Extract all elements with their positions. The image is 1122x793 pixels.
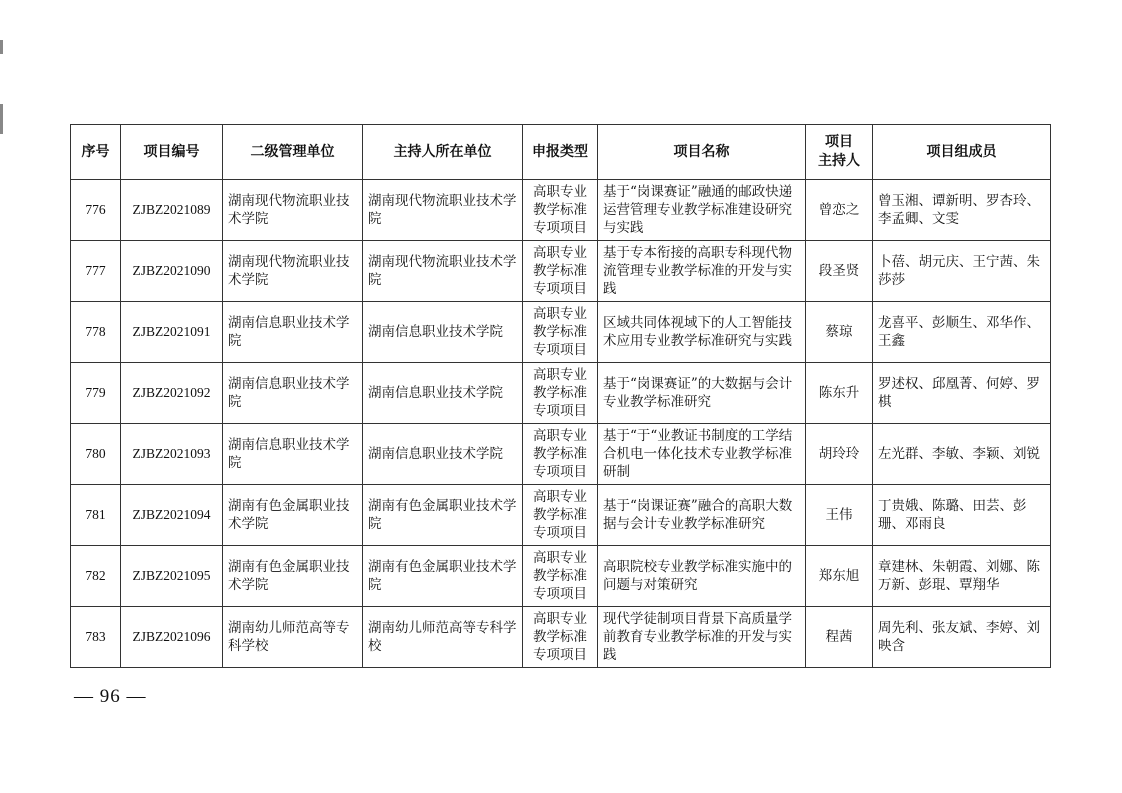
cell-application-type: 高职专业教学标准专项项目 [523,424,598,485]
cell-admin-unit: 湖南信息职业技术学院 [223,302,363,363]
cell-application-type: 高职专业教学标准专项项目 [523,607,598,668]
cell-index: 777 [71,241,121,302]
cell-project-host: 陈东升 [806,363,873,424]
cell-project-code: ZJBZ2021095 [121,546,223,607]
cell-admin-unit: 湖南信息职业技术学院 [223,424,363,485]
page-number: — 96 — [74,686,147,707]
header-admin-unit: 二级管理单位 [223,125,363,180]
cell-application-type: 高职专业教学标准专项项目 [523,241,598,302]
cell-host-unit: 湖南有色金属职业技术学院 [363,546,523,607]
cell-application-type: 高职专业教学标准专项项目 [523,180,598,241]
header-project-host: 项目 主持人 [806,125,873,180]
cell-project-host: 郑东旭 [806,546,873,607]
cell-project-host: 蔡琼 [806,302,873,363]
cell-members: 罗述权、邱凰菁、何婷、罗棋 [873,363,1051,424]
cell-project-name: 基于“岗课证赛”融合的高职大数据与会计专业教学标准研究 [598,485,806,546]
cell-application-type: 高职专业教学标准专项项目 [523,302,598,363]
cell-members: 周先利、张友斌、李婷、刘映含 [873,607,1051,668]
cell-index: 778 [71,302,121,363]
table-row [71,302,1051,363]
cell-project-code: ZJBZ2021096 [121,607,223,668]
cell-project-host: 程茜 [806,607,873,668]
cell-host-unit: 湖南幼儿师范高等专科学校 [363,607,523,668]
cell-admin-unit: 湖南有色金属职业技术学院 [223,485,363,546]
table-row [71,485,1051,546]
table-row [71,546,1051,607]
cell-host-unit: 湖南信息职业技术学院 [363,302,523,363]
cell-index: 783 [71,607,121,668]
cell-index: 780 [71,424,121,485]
cell-project-host: 曾恋之 [806,180,873,241]
cell-project-code: ZJBZ2021094 [121,485,223,546]
cell-admin-unit: 湖南现代物流职业技术学院 [223,241,363,302]
cell-admin-unit: 湖南有色金属职业技术学院 [223,546,363,607]
cell-project-name: 现代学徒制项目背景下高质量学前教育专业教学标准的开发与实践 [598,607,806,668]
cell-application-type: 高职专业教学标准专项项目 [523,485,598,546]
table-row [71,180,1051,241]
cell-application-type: 高职专业教学标准专项项目 [523,363,598,424]
cell-members: 丁贵娥、陈璐、田芸、彭珊、邓雨良 [873,485,1051,546]
cell-application-type: 高职专业教学标准专项项目 [523,546,598,607]
cell-project-name: 基于专本衔接的高职专科现代物流管理专业教学标准的开发与实践 [598,241,806,302]
cell-project-code: ZJBZ2021089 [121,180,223,241]
cell-project-code: ZJBZ2021092 [121,363,223,424]
header-project-name: 项目名称 [598,125,806,180]
cell-host-unit: 湖南现代物流职业技术学院 [363,241,523,302]
table-header-row [71,125,1051,180]
cell-admin-unit: 湖南幼儿师范高等专科学校 [223,607,363,668]
cell-host-unit: 湖南信息职业技术学院 [363,363,523,424]
cell-project-name: 基于“岗课赛证”的大数据与会计专业教学标准研究 [598,363,806,424]
cell-project-name: 基于“岗课赛证”融通的邮政快递运营管理专业教学标准建设研究与实践 [598,180,806,241]
cell-project-host: 王伟 [806,485,873,546]
binding-mark [0,40,3,54]
cell-index: 776 [71,180,121,241]
cell-host-unit: 湖南有色金属职业技术学院 [363,485,523,546]
cell-project-name: 高职院校专业教学标准实施中的问题与对策研究 [598,546,806,607]
cell-members: 左光群、李敏、李颖、刘锐 [873,424,1051,485]
table-row [71,607,1051,668]
table-row [71,424,1051,485]
cell-index: 779 [71,363,121,424]
cell-project-host: 胡玲玲 [806,424,873,485]
cell-admin-unit: 湖南信息职业技术学院 [223,363,363,424]
project-table [70,124,1051,668]
header-host-unit: 主持人所在单位 [363,125,523,180]
table-row [71,363,1051,424]
cell-members: 卜蓓、胡元庆、王宁茜、朱莎莎 [873,241,1051,302]
cell-project-name: 区域共同体视域下的人工智能技术应用专业教学标准研究与实践 [598,302,806,363]
cell-admin-unit: 湖南现代物流职业技术学院 [223,180,363,241]
cell-members: 章建林、朱朝霞、刘娜、陈万新、彭琨、覃翔华 [873,546,1051,607]
header-application-type: 申报类型 [523,125,598,180]
header-members: 项目组成员 [873,125,1051,180]
cell-index: 782 [71,546,121,607]
cell-members: 曾玉湘、谭新明、罗杏玲、李孟卿、文雯 [873,180,1051,241]
cell-host-unit: 湖南现代物流职业技术学院 [363,180,523,241]
table-row [71,241,1051,302]
cell-project-code: ZJBZ2021091 [121,302,223,363]
cell-project-host: 段圣贤 [806,241,873,302]
binding-mark [0,104,3,134]
cell-project-code: ZJBZ2021090 [121,241,223,302]
header-project-code: 项目编号 [121,125,223,180]
cell-project-code: ZJBZ2021093 [121,424,223,485]
cell-members: 龙喜平、彭顺生、邓华作、王鑫 [873,302,1051,363]
header-index: 序号 [71,125,121,180]
cell-project-name: 基于“于“业教证书制度的工学结合机电一体化技术专业教学标准研制 [598,424,806,485]
cell-index: 781 [71,485,121,546]
cell-host-unit: 湖南信息职业技术学院 [363,424,523,485]
